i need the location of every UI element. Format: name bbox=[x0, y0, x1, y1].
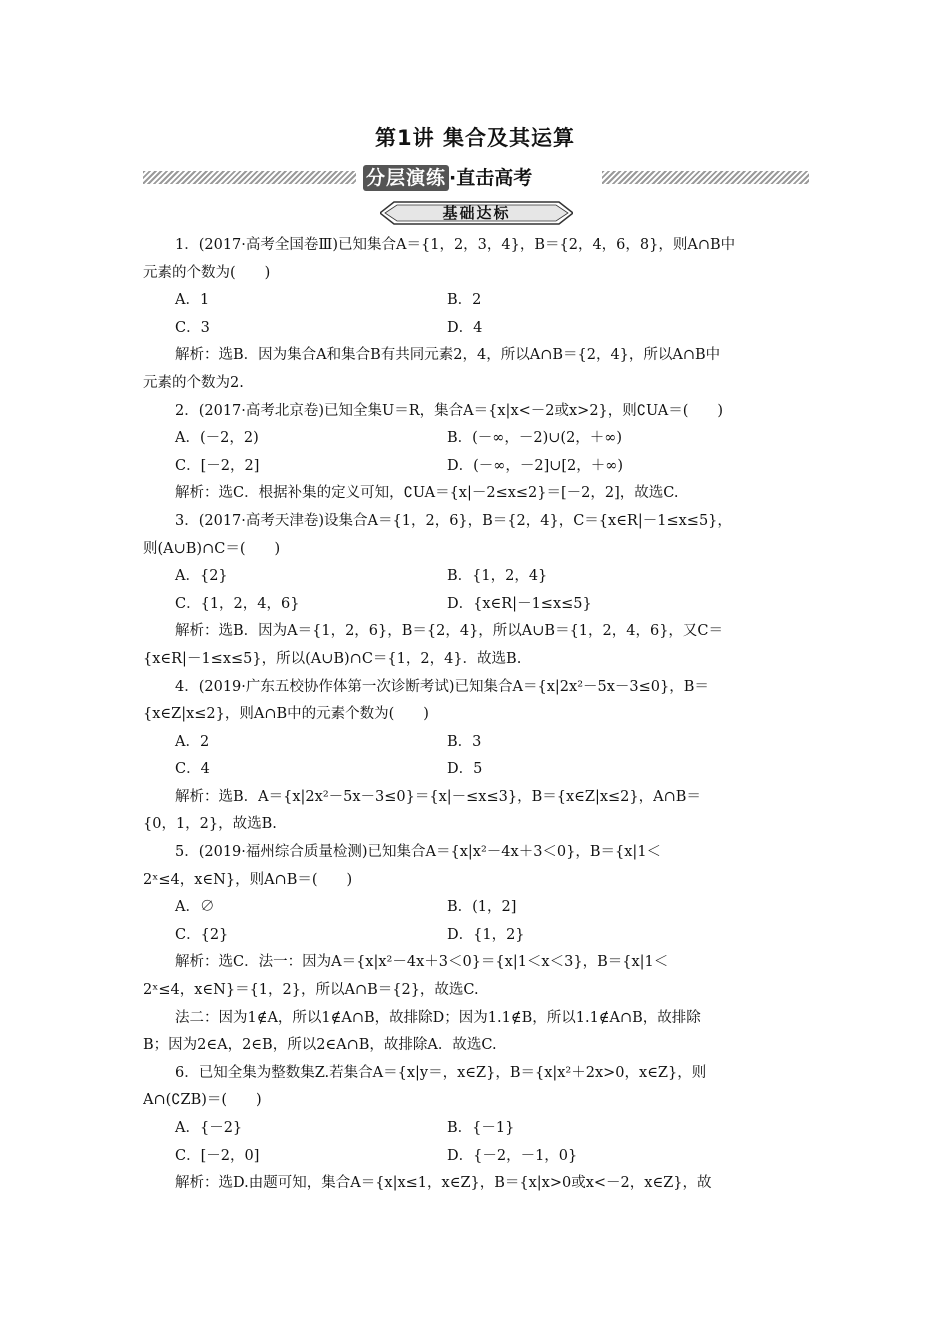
text-line: 元素的个数为2. bbox=[143, 374, 244, 391]
text-line: 元素的个数为( ) bbox=[143, 264, 271, 281]
option-right: B．{－1} bbox=[447, 1120, 515, 1136]
option-right: D．4 bbox=[447, 319, 483, 336]
option-right: B．(－∞，－2)∪(2，＋∞) bbox=[447, 430, 623, 447]
option-row bbox=[143, 591, 811, 619]
text-line: 解析：选B．因为A＝{1，2，6}，B＝{2，4}，所以A∪B＝{1，2，4，6}，又C＝ bbox=[175, 623, 724, 640]
option-right: B．(1，2] bbox=[447, 899, 517, 916]
option-row bbox=[143, 894, 811, 922]
option-right: D．{－2，－1，0} bbox=[447, 1147, 578, 1164]
option-left: C．{1，2，4，6} bbox=[175, 595, 300, 612]
banner-heading bbox=[363, 165, 599, 191]
option-row bbox=[143, 563, 811, 591]
option-left: C．[－2，0] bbox=[175, 1147, 260, 1164]
section-badge bbox=[380, 201, 573, 225]
text-line: 法二：因为1∉A，所以1∉A∩B，故排除D；因为1.1∉B，所以1.1∉A∩B，故排除 bbox=[175, 1009, 701, 1026]
option-row bbox=[143, 315, 811, 343]
text-line: 4．(2019·广东五校协作体第一次诊断考试)已知集合A＝{x|2x²－5x－3≤0}，B＝ bbox=[175, 678, 709, 695]
banner-hatch-left bbox=[143, 171, 356, 184]
option-row bbox=[143, 756, 811, 784]
text-line: 解析：选B．因为集合A和集合B有共同元素2，4，所以A∩B＝{2，4}，所以A∩B中 bbox=[175, 347, 721, 364]
option-right: D．(－∞，－2]∪[2，＋∞) bbox=[447, 457, 624, 474]
option-right: D．5 bbox=[447, 761, 483, 778]
text-line: 则(A∪B)∩C＝( ) bbox=[143, 540, 281, 557]
option-left: C．{2} bbox=[175, 926, 229, 943]
text-line: 2ˣ≤4，x∈N}，则A∩B＝( ) bbox=[143, 871, 353, 888]
text-line: {x∈R|－1≤x≤5}，所以(A∪B)∩C＝{1，2，4}．故选B. bbox=[143, 650, 522, 667]
text-line: 5．(2019·福州综合质量检测)已知集合A＝{x|x²－4x＋3＜0}，B＝{x|1＜ bbox=[175, 844, 662, 861]
option-right: B．2 bbox=[447, 292, 482, 309]
text-line: 解析：选C．根据补集的定义可知，∁UA＝{x|－2≤x≤2}＝[－2，2]，故选C. bbox=[175, 485, 679, 502]
option-left: A．(－2，2) bbox=[175, 430, 259, 447]
section-banner bbox=[143, 165, 809, 191]
banner-hatch-right bbox=[602, 171, 809, 184]
option-row bbox=[143, 922, 811, 950]
option-left: A．{2} bbox=[175, 568, 228, 585]
option-left: A．2 bbox=[175, 733, 210, 750]
option-right: B．{1，2，4} bbox=[447, 568, 548, 585]
text-line: A∩(∁ZB)＝( ) bbox=[143, 1092, 262, 1109]
text-line: 解析：选B．A＝{x|2x²－5x－3≤0}＝{x|－≤x≤3}，B＝{x∈Z|x≤2}，A∩B＝ bbox=[175, 788, 701, 805]
badge-label: 基础达标 bbox=[442, 204, 511, 222]
text-line: 1．(2017·高考全国卷Ⅲ)已知集合A＝{1，2，3，4}，B＝{2，4，6，8}，则A∩B中 bbox=[175, 237, 736, 253]
banner-highlight: 分层演练 bbox=[363, 165, 449, 191]
option-row bbox=[143, 453, 811, 481]
option-row bbox=[143, 729, 811, 757]
page-title: 第1讲 集合及其运算 bbox=[375, 126, 575, 150]
text-line: 解析：选C．法一：因为A＝{x|x²－4x＋3＜0}＝{x|1＜x＜3}，B＝{x|1＜ bbox=[175, 954, 669, 971]
text-line: 6．已知全集为整数集Z.若集合A＝{x|y＝，x∈Z}，B＝{x|x²＋2x>0，x∈Z}，则 bbox=[175, 1064, 707, 1081]
text-line: {x∈Z|x≤2}，则A∩B中的元素个数为( ) bbox=[143, 706, 429, 723]
option-row bbox=[143, 1115, 811, 1143]
text-line: 3．(2017·高考天津卷)设集合A＝{1，2，6}，B＝{2，4}，C＝{x∈R|－1≤x≤5}， bbox=[175, 512, 732, 529]
option-left: A．{－2} bbox=[175, 1120, 243, 1136]
option-right: D．{1，2} bbox=[447, 926, 525, 943]
option-row bbox=[143, 287, 811, 315]
option-right: B．3 bbox=[447, 733, 482, 750]
option-row bbox=[143, 425, 811, 453]
option-left: C．3 bbox=[175, 319, 210, 336]
option-left: C．[－2，2] bbox=[175, 457, 260, 474]
text-line: 2ˣ≤4，x∈N}＝{1，2}，所以A∩B＝{2}，故选C. bbox=[143, 982, 479, 999]
text-line: B；因为2∈A，2∈B，所以2∈A∩B，故排除A．故选C. bbox=[143, 1037, 497, 1054]
option-left: C．4 bbox=[175, 761, 210, 778]
text-line: 解析：选D.由题可知，集合A＝{x|x≤1，x∈Z}，B＝{x|x>0或x<－2，x∈Z}，故 bbox=[175, 1175, 712, 1192]
text-line: {0，1，2}，故选B. bbox=[143, 816, 277, 833]
option-right: D．{x∈R|－1≤x≤5} bbox=[447, 595, 592, 612]
question-content bbox=[143, 232, 811, 1198]
text-line: 2．(2017·高考北京卷)已知全集U＝R，集合A＝{x|x<－2或x>2}，则∁UA＝( ) bbox=[175, 402, 724, 419]
option-left: A．1 bbox=[175, 292, 210, 309]
option-left: A．∅ bbox=[175, 899, 215, 916]
banner-rest: ·直击高考 bbox=[449, 167, 533, 189]
option-row bbox=[143, 1143, 811, 1171]
